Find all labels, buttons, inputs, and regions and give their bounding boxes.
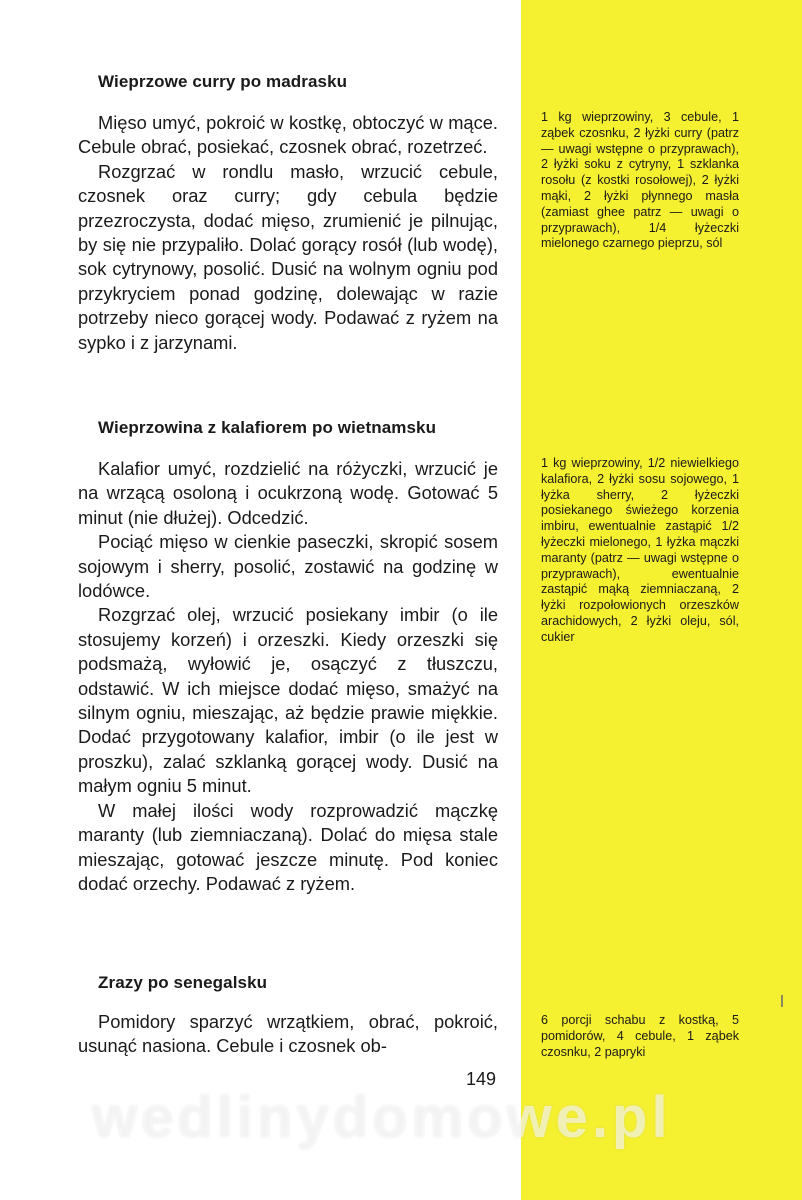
instruction-paragraph: Kalafior umyć, rozdzielić na różyczki, wrzucić je na wrzącą osoloną i ocukrzoną wodę. Gotować 5 minut (nie dłużej). Odcedzić. [78, 458, 498, 528]
watermark: wedlinydomowe.pl [92, 1085, 672, 1150]
instruction-paragraph: Rozgrzać olej, wrzucić posiekany imbir (o ile stosujemy korzeń) i orzeszki. Kiedy orzeszki się podsmażą, wyłowić je, osączyć z tłuszczu, odstawić. W ich miejsce dodać mięso, smażyć na silnym ogniu, mieszając, aż będzie prawie miękkie. Dodać przygotowany kalafior, imbir (o ile jest w proszku), zalać szklanką gorącej wody. Dusić na małym ogniu 5 minut. [78, 604, 498, 797]
instruction-paragraph: Pomidory sparzyć wrzątkiem, obrać, pokroić, usunąć nasiona. Cebule i czosnek ob- [78, 1011, 498, 1057]
instruction-paragraph: W małej ilości wody rozprowadzić mączkę maranty (lub ziemniaczaną). Dolać do mięsa stale mieszając, gotować jeszcze minutę. Pod koniec dodać orzechy. Podawać z ryżem. [78, 799, 498, 894]
recipe-title: Zrazy po senegalsku [98, 973, 268, 992]
recipe-instructions [78, 111, 498, 355]
ingredients-list: 6 porcji schabu z kostką, 5 pomidorów, 4 cebule, 1 ząbek czosnku, 2 papryki [541, 1013, 739, 1059]
page-number: 149 [466, 1069, 497, 1089]
ingredients-list: 1 kg wieprzowiny, 1/2 niewielkiego kalafiora, 2 łyżki sosu sojowego, 1 łyżka sherry, 2 łyżeczki posiekanego świeżego korzenia imbiru, ewentualnie zastąpić 1/2 łyżeczki mielonego, 1 łyżka mączki maranty (patrz — uwagi wstępne o przyprawach), ewentualnie zastąpić mąką ziemniaczaną, 2 łyżki rozpołowionych orzeszków arachidowych, 2 łyżki oleju, sól, cukier [541, 456, 739, 644]
recipe-title: Wieprzowe curry po madrasku [98, 72, 348, 91]
instruction-paragraph: Mięso umyć, pokroić w kostkę, obtoczyć w mące. Cebule obrać, posiekać, czosnek obrać, rozetrzeć. [78, 112, 498, 158]
instruction-paragraph: Pociąć mięso w cienkie paseczki, skropić sosem sojowym i sherry, posolić, zostawić na godzinę w lodówce. [78, 531, 498, 602]
recipe-instructions [78, 457, 498, 896]
edge-mark [781, 995, 783, 1007]
instruction-paragraph: Rozgrzać w rondlu masło, wrzucić cebule, czosnek oraz curry; gdy cebula będzie przezroczysta, dodać mięso, zrumienić je pilnując, by się nie przypaliło. Dolać gorący rosół (lub wodę), sok cytrynowy, posolić. Dusić na wolnym ogniu pod przykryciem ponad godzinę, dolewając w razie potrzeby nieco gorącej wody. Podawać z ryżem na sypko i z jarzynami. [78, 160, 498, 353]
ingredients-list: 1 kg wieprzowiny, 3 cebule, 1 ząbek czosnku, 2 łyżki curry (patrz — uwagi wstępne o przyprawach), 2 łyżki soku z cytryny, 1 szklanka rosołu (z kostki rosołowej), 2 łyżki mąki, 2 łyżki płynnego masła (zamiast ghee patrz — uwagi o przyprawach), 1/4 łyżeczki mielonego czarnego pieprzu, sól [541, 110, 739, 251]
recipe-instructions [78, 1010, 498, 1059]
recipe-title: Wieprzowina z kalafiorem po wietnamsku [98, 418, 437, 437]
